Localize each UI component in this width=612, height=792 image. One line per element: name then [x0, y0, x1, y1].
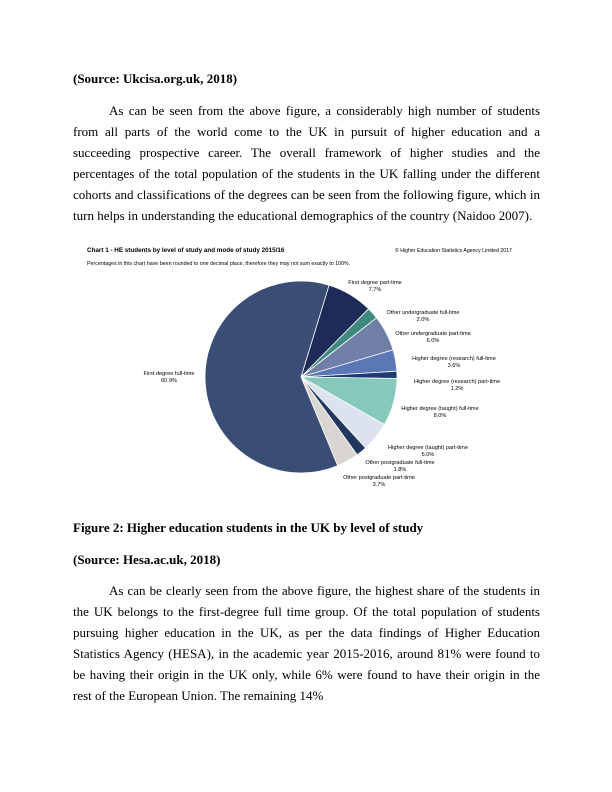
pie-slice-label: Higher degree (research) full-time [412, 356, 496, 362]
figure-caption: Figure 2: Higher education students in the UK by level of study [73, 520, 424, 535]
pie-slice-label: Higher degree (taught) full-time [401, 406, 479, 412]
pie-slice-label: Higher degree (research) part-time [413, 379, 501, 385]
pie-slice-label: Other undergraduate full-time [386, 310, 460, 316]
pie-slice-label: Higher degree (taught) part-time [388, 445, 468, 451]
pie-chart [73, 240, 540, 495]
source-citation-1: (Source: Ukcisa.org.uk, 2018) [73, 71, 238, 86]
pie-slice-value-label: 1.8% [393, 467, 407, 473]
pie-slice-label: Other undergraduate part-time [395, 331, 471, 337]
pie-slice-label: First degree part-time [348, 280, 402, 286]
pie-slice-value-label: 1.2% [450, 386, 464, 392]
pie-slice-value-label: 6.0% [426, 338, 440, 344]
source-citation-2: (Source: Hesa.ac.uk, 2018) [73, 552, 221, 567]
pie-slice-value-label: 3.6% [447, 363, 461, 369]
body-paragraph-1 [73, 100, 540, 226]
pie-slice-label: Other postgraduate part-time [343, 475, 415, 481]
pie-slice-label: Other postgraduate full-time [365, 460, 435, 466]
body-paragraph-1-text: As can be seen from the above figure, a considerably high number of students from all parts of the world come to the UK in pursuit of higher education and a succeeding prospective career. The overall framework of higher studies and the percentages of the total population of the students in the UK falling under the different cohorts and classifications of the degrees can be seen from the following figure, which in turn helps in understanding the educational demographics of the country (Naidoo 2007). [73, 103, 540, 223]
pie-slice-value-label: 7.7% [368, 287, 382, 293]
pie-slice-value-label: 60.9% [161, 378, 177, 384]
chart-subtitle: Percentages in this chart have been rounded to one decimal place, therefore they may not sum exactly to 100%. [87, 261, 351, 267]
body-paragraph-2 [73, 580, 540, 706]
pie-chart-svg [73, 240, 540, 495]
pie-slice-value-label: 5.0% [421, 452, 435, 458]
pie-slice-value-label: 3.7% [372, 482, 386, 488]
pie-slice-label: First degree full-time [143, 371, 195, 377]
chart-title: Chart 1 - HE students by level of study and mode of study 2015/16 [87, 247, 285, 254]
pie-slice-value-label: 2.0% [416, 317, 430, 323]
pie-slice-value-label: 8.0% [433, 413, 447, 419]
chart-copyright: © Higher Education Statistics Agency Limited 2017 [395, 248, 512, 254]
pie-slices [205, 281, 397, 473]
body-paragraph-2-text: As can be clearly seen from the above figure, the highest share of the students in the UK belongs to the first-degree full time group. Of the total population of students pursuing higher education in the UK, as per the data findings of Higher Education Statistics Agency (HESA), in the academic year 2015-2016, around 81% were found to be having their origin in the UK only, while 6% were found to have their origin in the rest of the European Union. The remaining 14% [73, 583, 540, 703]
